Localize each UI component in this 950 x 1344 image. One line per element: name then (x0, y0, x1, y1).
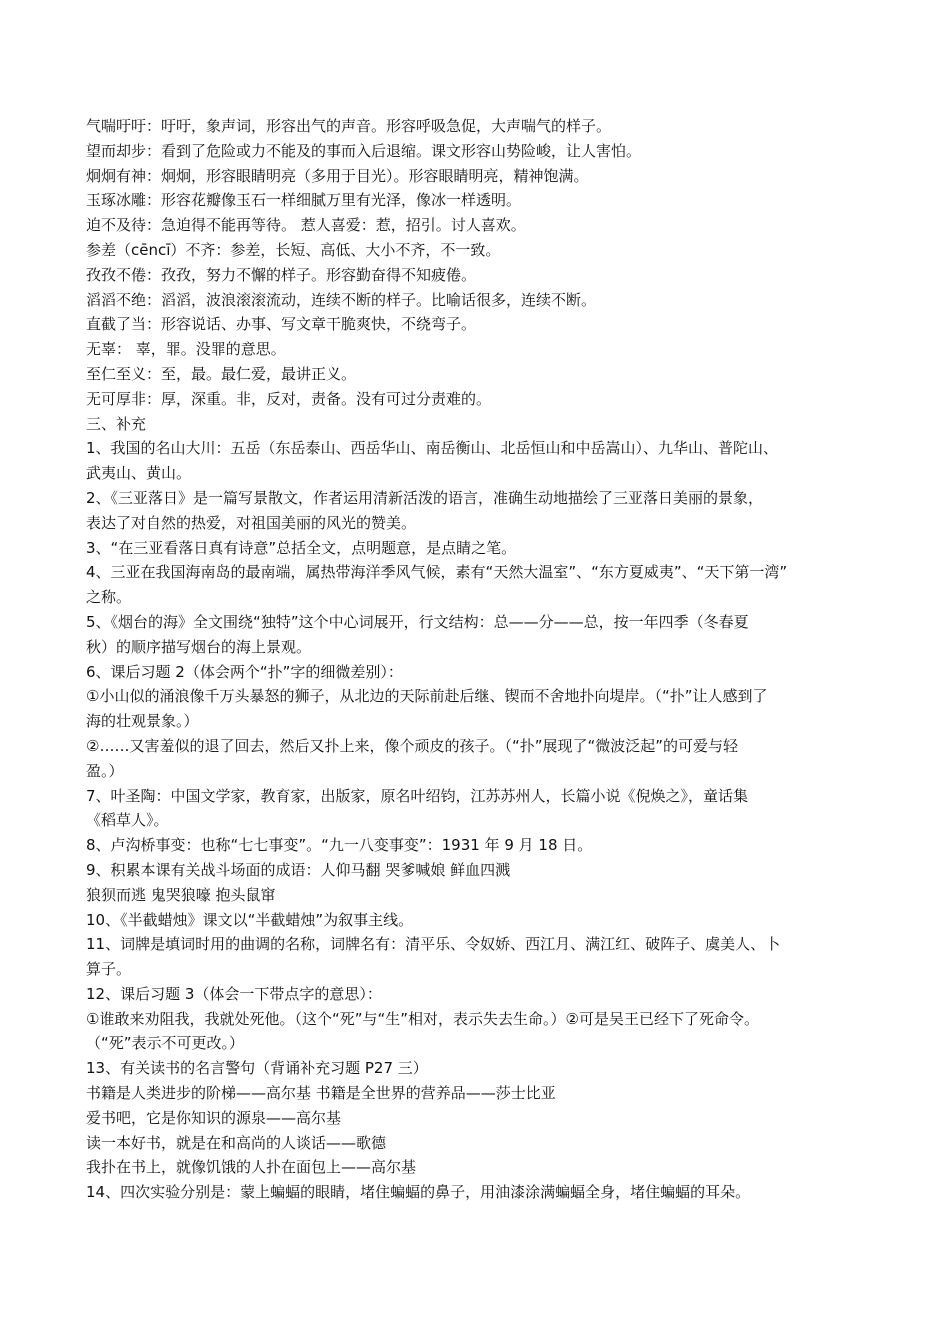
text-line: 1、我国的名山大川：五岳（东岳泰山、西岳华山、南岳衡山、北岳恒山和中岳嵩山）、九华山、普陀山、 (86, 439, 779, 458)
text-line: 13、有关读书的名言警句（背诵补充习题 P27 三） (86, 1059, 428, 1078)
text-line: 2、《三亚落日》是一篇写景散文，作者运用清新活泼的语言，准确生动地描绘了三亚落日美丽的景象， (86, 488, 764, 507)
text-line: 读一本好书，就是在和高尚的人谈话——歌德 (86, 1133, 387, 1152)
text-line: 14、四次实验分别是：蒙上蝙蝠的眼睛，堵住蝙蝠的鼻子，用油漆涂满蝙蝠全身，堵住蝙蝠的耳朵。 (86, 1183, 751, 1202)
text-line: 海的壮观景象。） (86, 712, 199, 731)
text-line: 6、课后习题 2（体会两个“扑”字的细微差别）： (86, 662, 403, 681)
text-line: 滔滔不绝：滔滔，波浪滚滚流动，连续不断的样子。比喻话很多，连续不断。 (86, 290, 597, 309)
text-line: 秋）的顺序描写烟台的海上景观。 (86, 637, 312, 656)
text-line: 之称。 (86, 588, 132, 607)
text-line: 气喘吁吁：吁吁，象声词，形容出气的声音。形容呼吸急促，大声喘气的样子。 (86, 117, 612, 135)
text-line: 9、积累本课有关战斗场面的成语：人仰马翻 哭爹喊娘 鲜血四溅 (86, 860, 511, 879)
text-line: 直截了当：形容说话、办事、写文章干脆爽快，不绕弯子。 (86, 315, 477, 334)
text-line: 10、《半截蜡烛》课文以“半截蜡烛”为叙事主线。 (86, 910, 414, 929)
text-line: 8、卢沟桥事变：也称“七七事变”。“九一八变事变”：1931 年 9 月 18 日。 (86, 836, 593, 855)
text-line: （“死”表示不可更改。） (86, 1034, 245, 1053)
text-line: ②……又害羞似的退了回去，然后又扑上来，像个顽皮的孩子。（“扑”展现了“微波泛起”的可爱与轻 (86, 736, 739, 755)
text-line: 望而却步：看到了危险或力不能及的事而入后退缩。课文形容山势险峻，让人害怕。 (86, 141, 642, 160)
text-line: 表达了对自然的热爱，对祖国美丽的风光的赞美。 (86, 513, 417, 532)
text-line: 我扑在书上，就像饥饿的人扑在面包上——高尔基 (86, 1158, 417, 1177)
text-line: 无辜： 辜，罪。没罪的意思。 (86, 340, 286, 359)
text-line: ①小山似的涌浪像千万头暴怒的狮子，从北边的天际前赴后继、锲而不舍地扑向堤岸。（“扑”让人感到了 (86, 687, 768, 706)
text-line: 3、“在三亚看落日真有诗意”总括全文，点明题意，是点睛之笔。 (86, 538, 517, 557)
text-line: 爱书吧，它是你知识的源泉——高尔基 (86, 1108, 342, 1127)
text-line: 书籍是人类进步的阶梯——高尔基 书籍是全世界的营养品——莎士比亚 (86, 1084, 556, 1103)
text-line: 《稻草人》。 (86, 811, 169, 830)
text-line: 玉琢冰雕：形容花瓣像玉石一样细腻万里有光泽，像冰一样透明。 (86, 191, 522, 210)
text-line: 4、三亚在我国海南岛的最南端，属热带海洋季风气候，素有“天然大温室”、“东方夏威夷”、“天下第一湾” (86, 563, 788, 582)
text-line: 12、课后习题 3（体会一下带点字的意思）： (86, 984, 382, 1003)
text-line: 7、叶圣陶：中国文学家，教育家，出版家，原名叶绍钧，江苏苏州人，长篇小说《倪焕之》，童话集 (86, 786, 749, 805)
text-line: 至仁至义：至，最。最仁爱，最讲正义。 (86, 364, 357, 383)
text-line: 狼狈而逃 鬼哭狼嚎 抱头鼠窜 (86, 885, 276, 904)
text-line: 炯炯有神：炯炯，形容眼睛明亮（多用于目光）。形容眼睛明亮，精神饱满。 (86, 166, 589, 185)
text-line: 盈。） (86, 761, 124, 780)
document-page (86, 114, 876, 1205)
text-line: 武夷山、黄山。 (86, 464, 192, 483)
text-line: 5、《烟台的海》全文围绕“独特”这个中心词展开，行文结构：总——分——总，按一年四季（冬春夏 (86, 612, 749, 631)
text-line: 参差（cēncī）不齐：参差，长短、高低、大小不齐，不一致。 (86, 240, 501, 259)
text-line: 无可厚非：厚，深重。非，反对，责备。没有可过分责难的。 (86, 389, 492, 408)
text-line: 迫不及待：急迫得不能再等待。 惹人喜爱：惹，招引。讨人喜欢。 (86, 216, 526, 235)
text-line: 11、词牌是填词时用的曲调的名称，词牌名有：清平乐、令奴娇、西江月、满江红、破阵子、虞美人、卜 (86, 935, 781, 954)
text-line: 算子。 (86, 960, 132, 979)
text-line: ①谁敢来劝阻我，我就处死他。（这个“死”与“生”相对，表示失去生命。）②可是吴王已经下了死命令。 (86, 1009, 759, 1028)
text-line: 孜孜不倦：孜孜，努力不懈的样子。形容勤奋得不知疲倦。 (86, 265, 477, 284)
text-line: 三、补充 (86, 414, 147, 433)
